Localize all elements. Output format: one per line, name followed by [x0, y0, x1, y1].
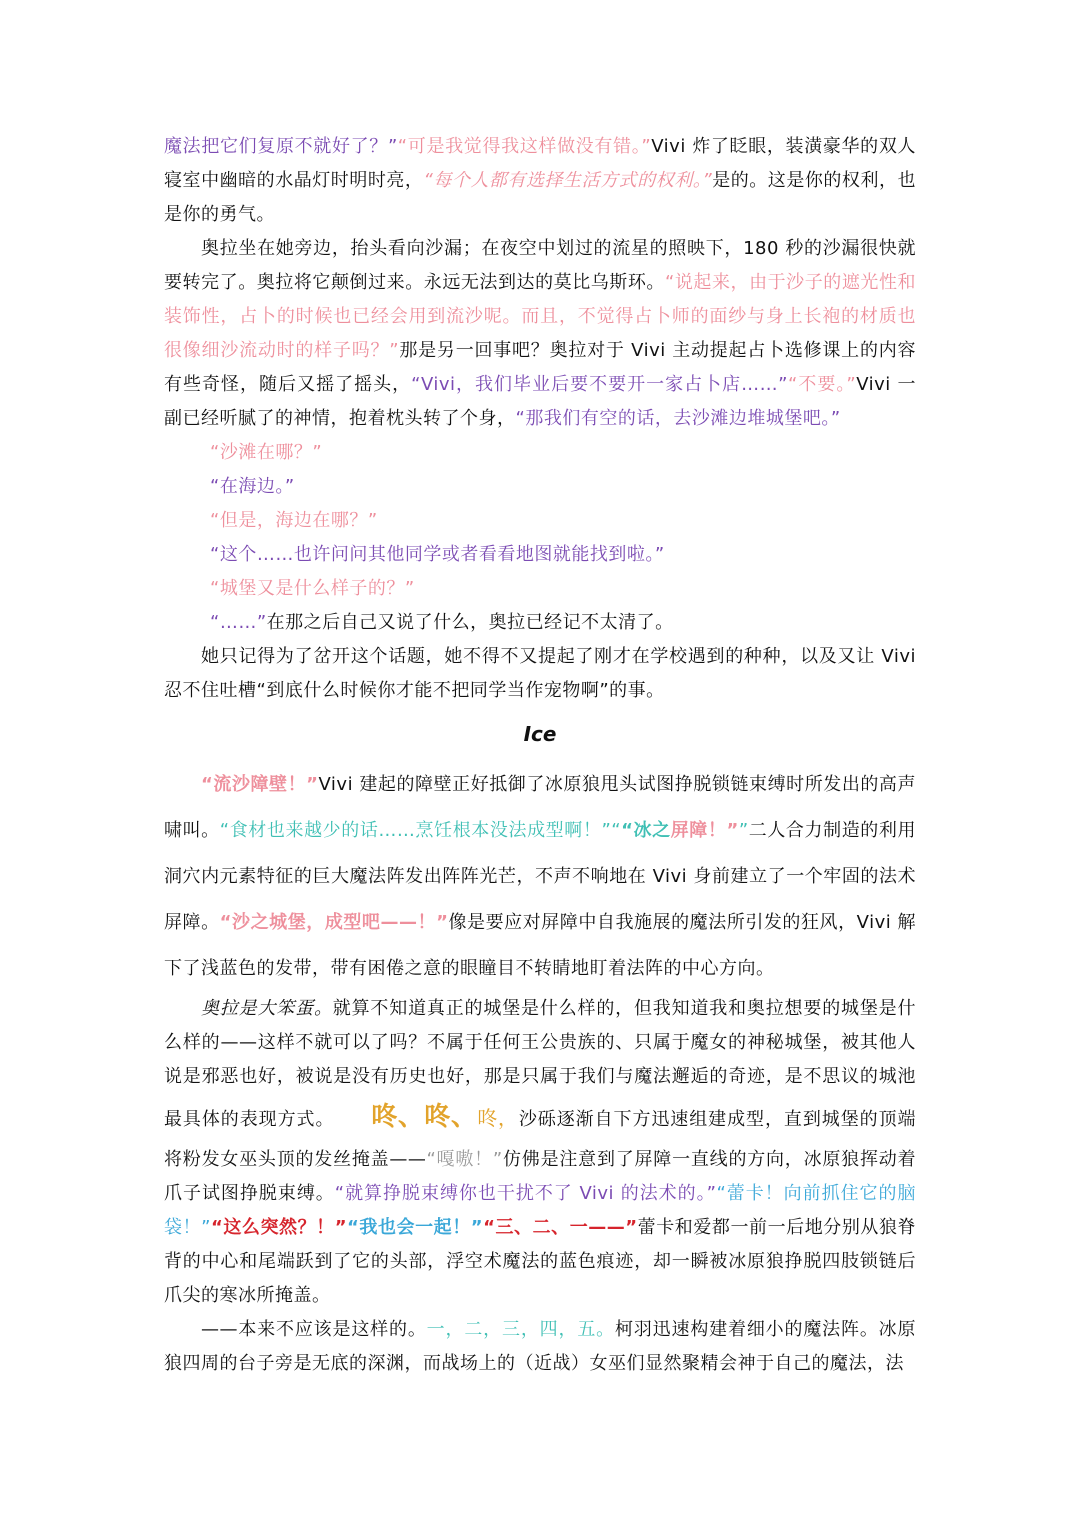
dialogue-text: “说起来，由于沙子的遮光性和装饰性，占卜的时候也已经会用到流沙呢。而且，不觉得占卜师的面纱与身上长袍的材质也很像细沙流动时的样子吗？” — [164, 272, 916, 361]
dialogue-text: “三、二、一——” — [483, 1217, 638, 1238]
spell-text: “流沙障壁！” — [201, 774, 319, 795]
narration-text: 奥拉坐在她旁边，抬头看向沙漏；在夜空中划过的流星的照映下，180 秒的沙漏很快就要转完了。奥拉将它颠倒过来。永远无法到达的莫比乌斯环。 — [164, 238, 916, 293]
sound-text: 咚， — [477, 1106, 519, 1130]
dialogue-text: “这么突然？！” — [210, 1217, 348, 1238]
narration-text: Vivi 建起的障壁正好抵御了冰原狼甩头试图挣脱锁链束缚时所发出的高声啸叫。 — [164, 774, 916, 841]
paragraph-1 — [164, 130, 916, 232]
dialogue-text: “Vivi，我们毕业后要不要开一家占卜店……” — [411, 374, 788, 395]
paragraph-4 — [164, 762, 916, 992]
dialogue-text: “就算挣脱束缚你也干扰不了 Vivi 的法术的。” — [334, 1183, 717, 1204]
document-page — [164, 130, 916, 1381]
dialogue-line: “在海边。” — [210, 476, 295, 497]
narration-text: ——本来不应该是这样的。 — [201, 1319, 427, 1340]
dialogue-text: “不要。” — [788, 374, 857, 395]
narration-text: 蕾卡和爱都一前一后地分别从狼脊背的中心和尾端跃到了它的头部，浮空术魔法的蓝色痕迹，却一瞬被冰原狼挣脱四肢锁链后爪尖的寒冰所掩盖。 — [164, 1217, 916, 1306]
paragraph-3: 她只记得为了岔开这个话题，她不得不又提起了刚才在学校遇到的种种，以及又让 Vivi 忍不住吐槽“到底什么时候你才能不把同学当作宠物啊”的事。 — [164, 646, 916, 701]
paragraph-6 — [164, 1313, 916, 1381]
quote-mark: ” — [738, 820, 749, 841]
narration-text: Vivi 一副已经听腻了的神情，抱着枕头转了个身， — [164, 374, 916, 429]
dialogue-text: “每个人都有选择生活方式的权利。” — [423, 170, 713, 191]
narration-text: 二人合力制造的利用洞穴内元素特征的巨大魔法阵发出阵阵光芒，不声不响地在 Vivi 身前建立了一个牢固的法术屏障。 — [164, 820, 916, 933]
narration-text: 像是要应对屏障中自我施展的魔法所引发的狂风，Vivi 解下了浅蓝色的发带，带有困倦之意的眼瞳目不转睛地盯着法阵的中心方向。 — [164, 912, 916, 979]
dialogue-text: “蕾卡！向前抓住它的脑袋！” — [164, 1183, 917, 1238]
spell-text: “沙之城堡，成型吧——！” — [219, 912, 449, 933]
narration-text: 在那之后自己又说了什么，奥拉已经记不太清了。 — [266, 612, 674, 633]
narration-text: 仿佛是注意到了屏障一直线的方向，冰原狼挥动着爪子试图挣脱束缚。 — [164, 1149, 917, 1204]
spell-text: 屏障！” — [670, 820, 739, 841]
dialogue-text: “可是我觉得我这样做没有错。” — [397, 136, 652, 157]
sound-text: 咚、 — [371, 1102, 425, 1132]
dialogue-line: “这个……也许问问其他同学或者看看地图就能找到啦。” — [210, 544, 665, 565]
dialogue-line: “但是，海边在哪？” — [210, 510, 378, 531]
sound-effect — [334, 1094, 518, 1143]
dialogue-line — [164, 606, 916, 640]
counting-text: 一，二，三，四，五。 — [426, 1319, 616, 1340]
dialogue-text: “食材也来越少的话……烹饪根本没法成型啊！” — [219, 820, 612, 841]
spell-text: “冰之 — [621, 820, 671, 841]
section-title: Ice — [523, 722, 557, 746]
narration-text: Vivi 炸了眨眼，装潢豪华的双人寝室中幽暗的水晶灯时明时亮， — [164, 136, 917, 191]
dialogue-text: 魔法把它们复原不就好了？” — [164, 136, 398, 157]
dialogue-line: “城堡又是什么样子的？” — [210, 578, 415, 599]
dialogue-text: “……” — [210, 612, 267, 633]
sound-text: “嘎嗷！” — [426, 1149, 503, 1170]
narration-text: 就算不知道真正的城堡是什么样的，但我知道我和奥拉想要的城堡是什么样的——这样不就可以了吗？不属于任何王公贵族的、只属于魔女的神秘城堡，被其他人说是邪恶也好，被说是没有历史也好，那是只属于我们与魔法邂逅的奇迹，是不思议的城池最具体的表现方式。 — [164, 998, 917, 1130]
dialogue-text: “我也会一起！” — [347, 1217, 484, 1238]
paragraph-5 — [164, 992, 916, 1313]
sound-text: 咚、 — [424, 1102, 478, 1132]
narration-text: 奥拉是大笨蛋。 — [201, 998, 333, 1019]
paragraph-2 — [164, 232, 916, 436]
narration-text: 柯羽迅速构建着细小的魔法阵。冰原狼四周的台子旁是无底的深渊，而战场上的（近战）女巫们显然聚精会神于自己的魔法，法 — [164, 1319, 917, 1374]
narration-text: 是的。这是你的权利，也是你的勇气。 — [164, 170, 917, 225]
dialogue-text: “那我们有空的话，去沙滩边堆城堡吧。” — [515, 408, 841, 429]
narration-text: 那是另一回事吧？奥拉对于 Vivi 主动提起占卜选修课上的内容有些奇怪，随后又摇了摇头， — [164, 340, 916, 395]
quote-mark: “ — [611, 820, 622, 841]
narration-text: 沙砾逐渐自下方迅速组建成型，直到城堡的顶端将粉发女巫头顶的发丝掩盖—— — [164, 1109, 916, 1170]
dialogue-line: “沙滩在哪？” — [210, 442, 323, 463]
